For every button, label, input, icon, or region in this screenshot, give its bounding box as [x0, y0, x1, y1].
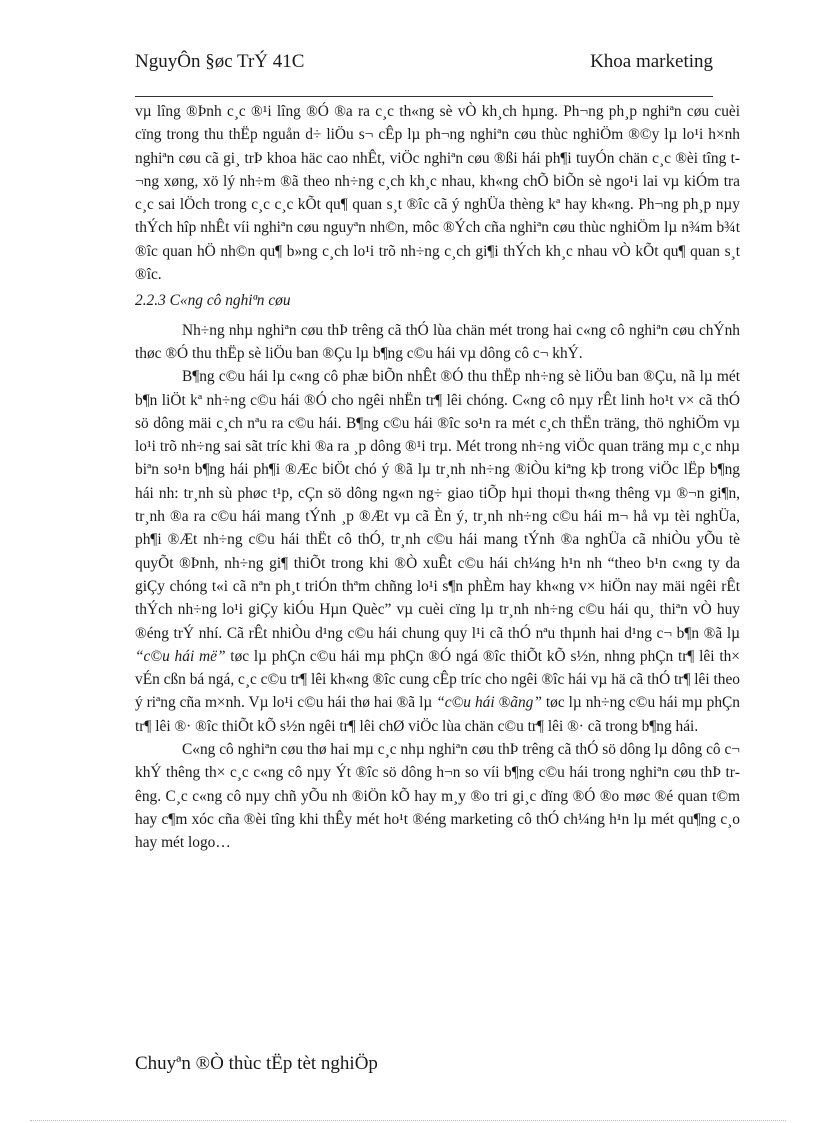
section-heading: 2.2.3 C«ng cô nghiªn cøu [135, 292, 291, 310]
header-department: Khoa marketing [590, 51, 713, 72]
questionnaire-text-mid: tøc lµ phÇn c©u hái mµ phÇn ®Ó ngá ®îc thiÕt kÕ s½n, nhng phÇn tr¶ lêi th× vÉn cßn bá ngá, c¸c c©u tr¶ lêi kh«ng ®îc cung cÊp tríc cho ngêi ®îc hái vµ hä cã thÓ tr¶ lêi theo ý riªng cña m×nh. Vµ lo¹i c©u hái thø hai ®ã lµ [135, 647, 740, 712]
closed-question-term: “c©u hái ®ãng” [436, 694, 542, 712]
open-question-term: “c©u hái më” [135, 647, 226, 665]
paragraph-mechanical-tools: C«ng cô nghiªn cøu thø hai mµ c¸c nhµ nghiªn cøu thÞ trêng cã thÓ sö dông lµ dông cô c¬ khÝ thêng th× c¸c c«ng cô nµy Ýt ®îc sö dông h¬n so víi b¶ng c©u hái trong nghiªn cøu thÞ trêng. C¸c c«ng cô nµy chñ yÕu nh ®iÖn kÕ hay m¸y ®o tri gi¸c dïng ®Ó ®o møc ®é quan t©m hay c¶m xóc cña ®èi tîng khi thÊy mét ho¹t ®éng marketing cô thÓ ch¼ng h¹n lµ mét qu¶ng c¸o hay mét logo… [135, 741, 740, 852]
questionnaire-text: B¶ng c©u hái lµ c«ng cô phæ biÕn nhÊt ®Ó thu thËp nh÷ng sè liÖu ban ®Çu, nã lµ mét b¶n liÖt kª nh÷ng c©u hái ®Ó cho ngêi nhËn tr¶ lêi chóng. C«ng cô nµy rÊt linh ho¹t v× cã thÓ sö dông mäi c¸ch nªu ra c©u hái. B¶ng c©u hái ®îc so¹n ra mét c¸ch thËn träng, thö nghiÖm vµ lo¹i trõ nh÷ng sai sãt tríc khi ®a ra ¸p dông ®¹i trµ. Mét trong nh÷ng viÖc quan träng mµ c¸c nhµ biªn so¹n b¶ng hái ph¶i ®Æc biÖt chó ý ®ã lµ tr¸nh nh÷ng ®iÒu kiªng kþ trong viÖc lËp b¶ng hái nh: tr¸nh sù phøc t¹p, cÇn sö dông ng«n ng÷ giao tiÕp hµi thoµi th«ng thêng vµ ®¬n gi¶n, tr¸nh ®a ra c©u hái mang tÝnh ¸p ®Æt vµ cã Èn ý, tr¸nh nh÷ng c©u hái m¬ hå vµ tèi nghÜa, ph¶i ®Æt nh÷ng c©u hái thËt cô thÓ, tr¸nh c©u hái mang tÝnh ®a nghÜa cã nhiÒu yÕu tè quyÕt ®Þnh, nh÷ng gi¶ thiÕt trong khi ®Ò xuÊt c©u hái ch¼ng h¹n nh “theo b¹n c«ng ty da giÇy chóng t«i cã nªn ph¸t triÓn thªm chñng lo¹i s¶n phÈm hay kh«ng v× hiÖn nay mäi ngêi rÊt thÝch nh÷ng lo¹i giÇy kiÓu Hµn Quèc” vµ cuèi cïng lµ tr¸nh nh÷ng c©u hái qu¸ thiªn vÒ huy ®éng trÝ nhí. Cã rÊt nhiÒu d¹ng c©u hái chung quy l¹i cã thÓ nªu thµnh hai d¹ng c¬ b¶n ®ã lµ [135, 368, 740, 642]
paragraph-research-tools: Nh÷ng nhµ nghiªn cøu thÞ trêng cã thÓ lùa chän mét trong hai c«ng cô nghiªn cøu chÝnh thøc ®Ó thu thËp sè liÖu ban ®Çu lµ b¶ng c©u hái vµ dông cô c¬ khÝ. [135, 321, 740, 362]
page-bottom-border [30, 1120, 786, 1121]
header-divider [135, 96, 713, 97]
paragraph-continued: vµ lîng ®Þnh c¸c ®¹i lîng ®Ó ®a ra c¸c th«ng sè vÒ kh¸ch hµng. Ph¬ng ph¸p nghiªn cøu cuèi cïng trong thu thËp nguån d÷ liÖu s¬ cÊp lµ ph¬ng nghiªn cøu thùc nghiÖm ®©y lµ lo¹i h×nh nghiªn cøu cã gi¸ trÞ khoa häc cao nhÊt, viÖc nghiªn cøu ®ßi hái ph¶i tuyÓn chän c¸c ®èi tîng t¬ng xøng, xö lý nh÷m ®ã theo nh÷ng c¸ch kh¸c nhau, kh«ng chÕ biÕn sè ngo¹i lai vµ kiÓm tra c¸c sai lÖch trong c¸c c¸c kÕt qu¶ quan s¸t ®îc cã ý nghÜa thèng kª hay kh«ng. Ph¬ng ph¸p nµy thÝch hîp nhÊt víi nghiªn cøu nguyªn nh©n, môc ®Ých cña nghiªn cøu thùc nghiÖm lµ n¾m b¾t ®îc quan hÖ nh©n qu¶ b»ng c¸ch lo¹i trõ nh÷ng c¸ch gi¶i thÝch kh¸c nhau vÒ kÕt qu¶ quan s¸t ®îc. [135, 103, 740, 284]
footer-title: Chuyªn ®Ò thùc tËp tèt nghiÖp [135, 1053, 378, 1074]
header-author: NguyÔn §øc TrÝ 41C [135, 51, 305, 72]
questionnaire-text-end: tøc lµ nh÷ng c©u hái mµ phÇn tr¶ lêi ®· ®îc thiÕt kÕ s½n ngêi tr¶ lêi chØ viÖc lùa chän c©u tr¶ lêi ®· cã trong b¶ng hái. [135, 694, 740, 735]
document-body [135, 100, 740, 855]
paragraph-questionnaire [135, 365, 740, 738]
